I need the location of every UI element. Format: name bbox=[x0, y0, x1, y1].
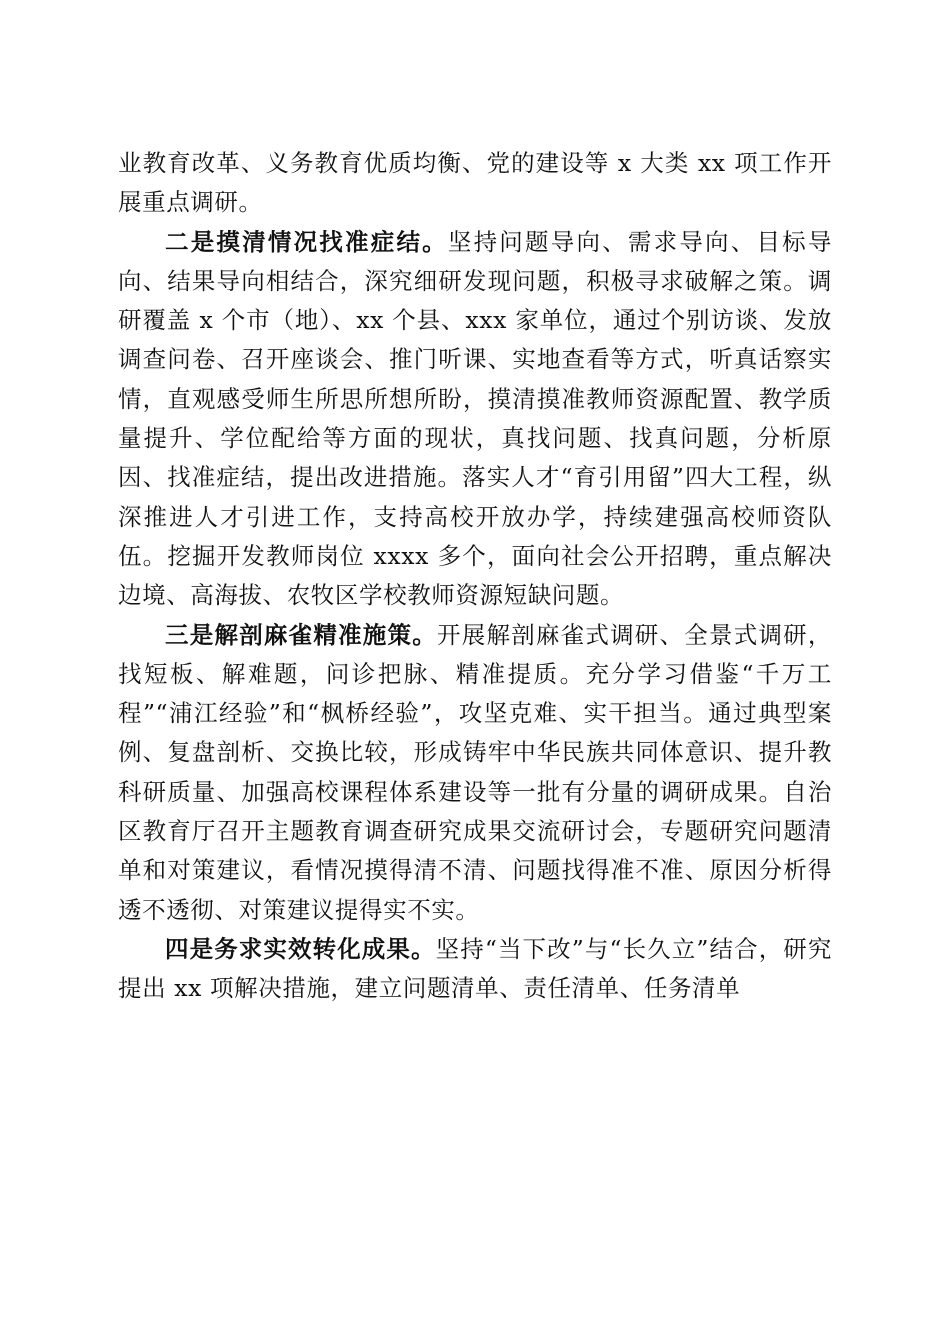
paragraph-lead: 二是摸清情况找准症结。 bbox=[165, 227, 448, 256]
paragraph-lead: 四是务求实效转化成果。 bbox=[165, 934, 436, 963]
paragraph-text: 开展解剖麻雀式调研、全景式调研，找短板、解难题，问诊把脉、精准提质。充分学习借鉴“千万工程”“浦江经验”和“枫桥经验”，攻坚克难、实干担当。通过典型案例、复盘剖析、交换比较，形成铸牢中华民族共同体意识、提升教科研质量、加强高校课程体系建设等一批有分量的调研成果。自治区教育厅召开主题教育调查研究成果交流研讨会，专题研究问题清单和对策建议，看情况摸得清不清、问题找得准不准、原因分析得透不透彻、对策建议提得实不实。 bbox=[118, 620, 832, 924]
paragraph-section-3 bbox=[118, 616, 832, 930]
paragraph-section-2 bbox=[118, 223, 832, 616]
paragraph-lead: 三是解剖麻雀精准施策。 bbox=[165, 620, 437, 649]
paragraph-text: 业教育改革、义务教育优质均衡、党的建设等 x 大类 xx 项工作开展重点调研。 bbox=[118, 149, 832, 217]
paragraph-section-4 bbox=[118, 930, 832, 1009]
paragraph-text: 坚持“当下改”与“长久立”结合，研究提出 xx 项解决措施，建立问题清单、责任清单、任务清单 bbox=[118, 934, 832, 1003]
paragraph-continuation bbox=[118, 144, 832, 223]
document-body bbox=[118, 144, 832, 1009]
paragraph-text: 坚持问题导向、需求导向、目标导向、结果导向相结合，深究细研发现问题，积极寻求破解之策。调研覆盖 x 个市（地）、xx 个县、xxx 家单位，通过个别访谈、发放调查问卷、召开座谈会、推门听课、实地查看等方式，听真话察实情，直观感受师生所思所想所盼，摸清摸准教师资源配置、教学质量提升、学位配给等方面的现状，真找问题、找真问题，分析原因、找准症结，提出改进措施。落实人才“育引用留”四大工程，纵深推进人才引进工作，支持高校开放办学，持续建强高校师资队伍。挖掘开发教师岗位 xxxx 多个，面向社会公开招聘，重点解决边境、高海拔、农牧区学校教师资源短缺问题。 bbox=[118, 227, 832, 610]
